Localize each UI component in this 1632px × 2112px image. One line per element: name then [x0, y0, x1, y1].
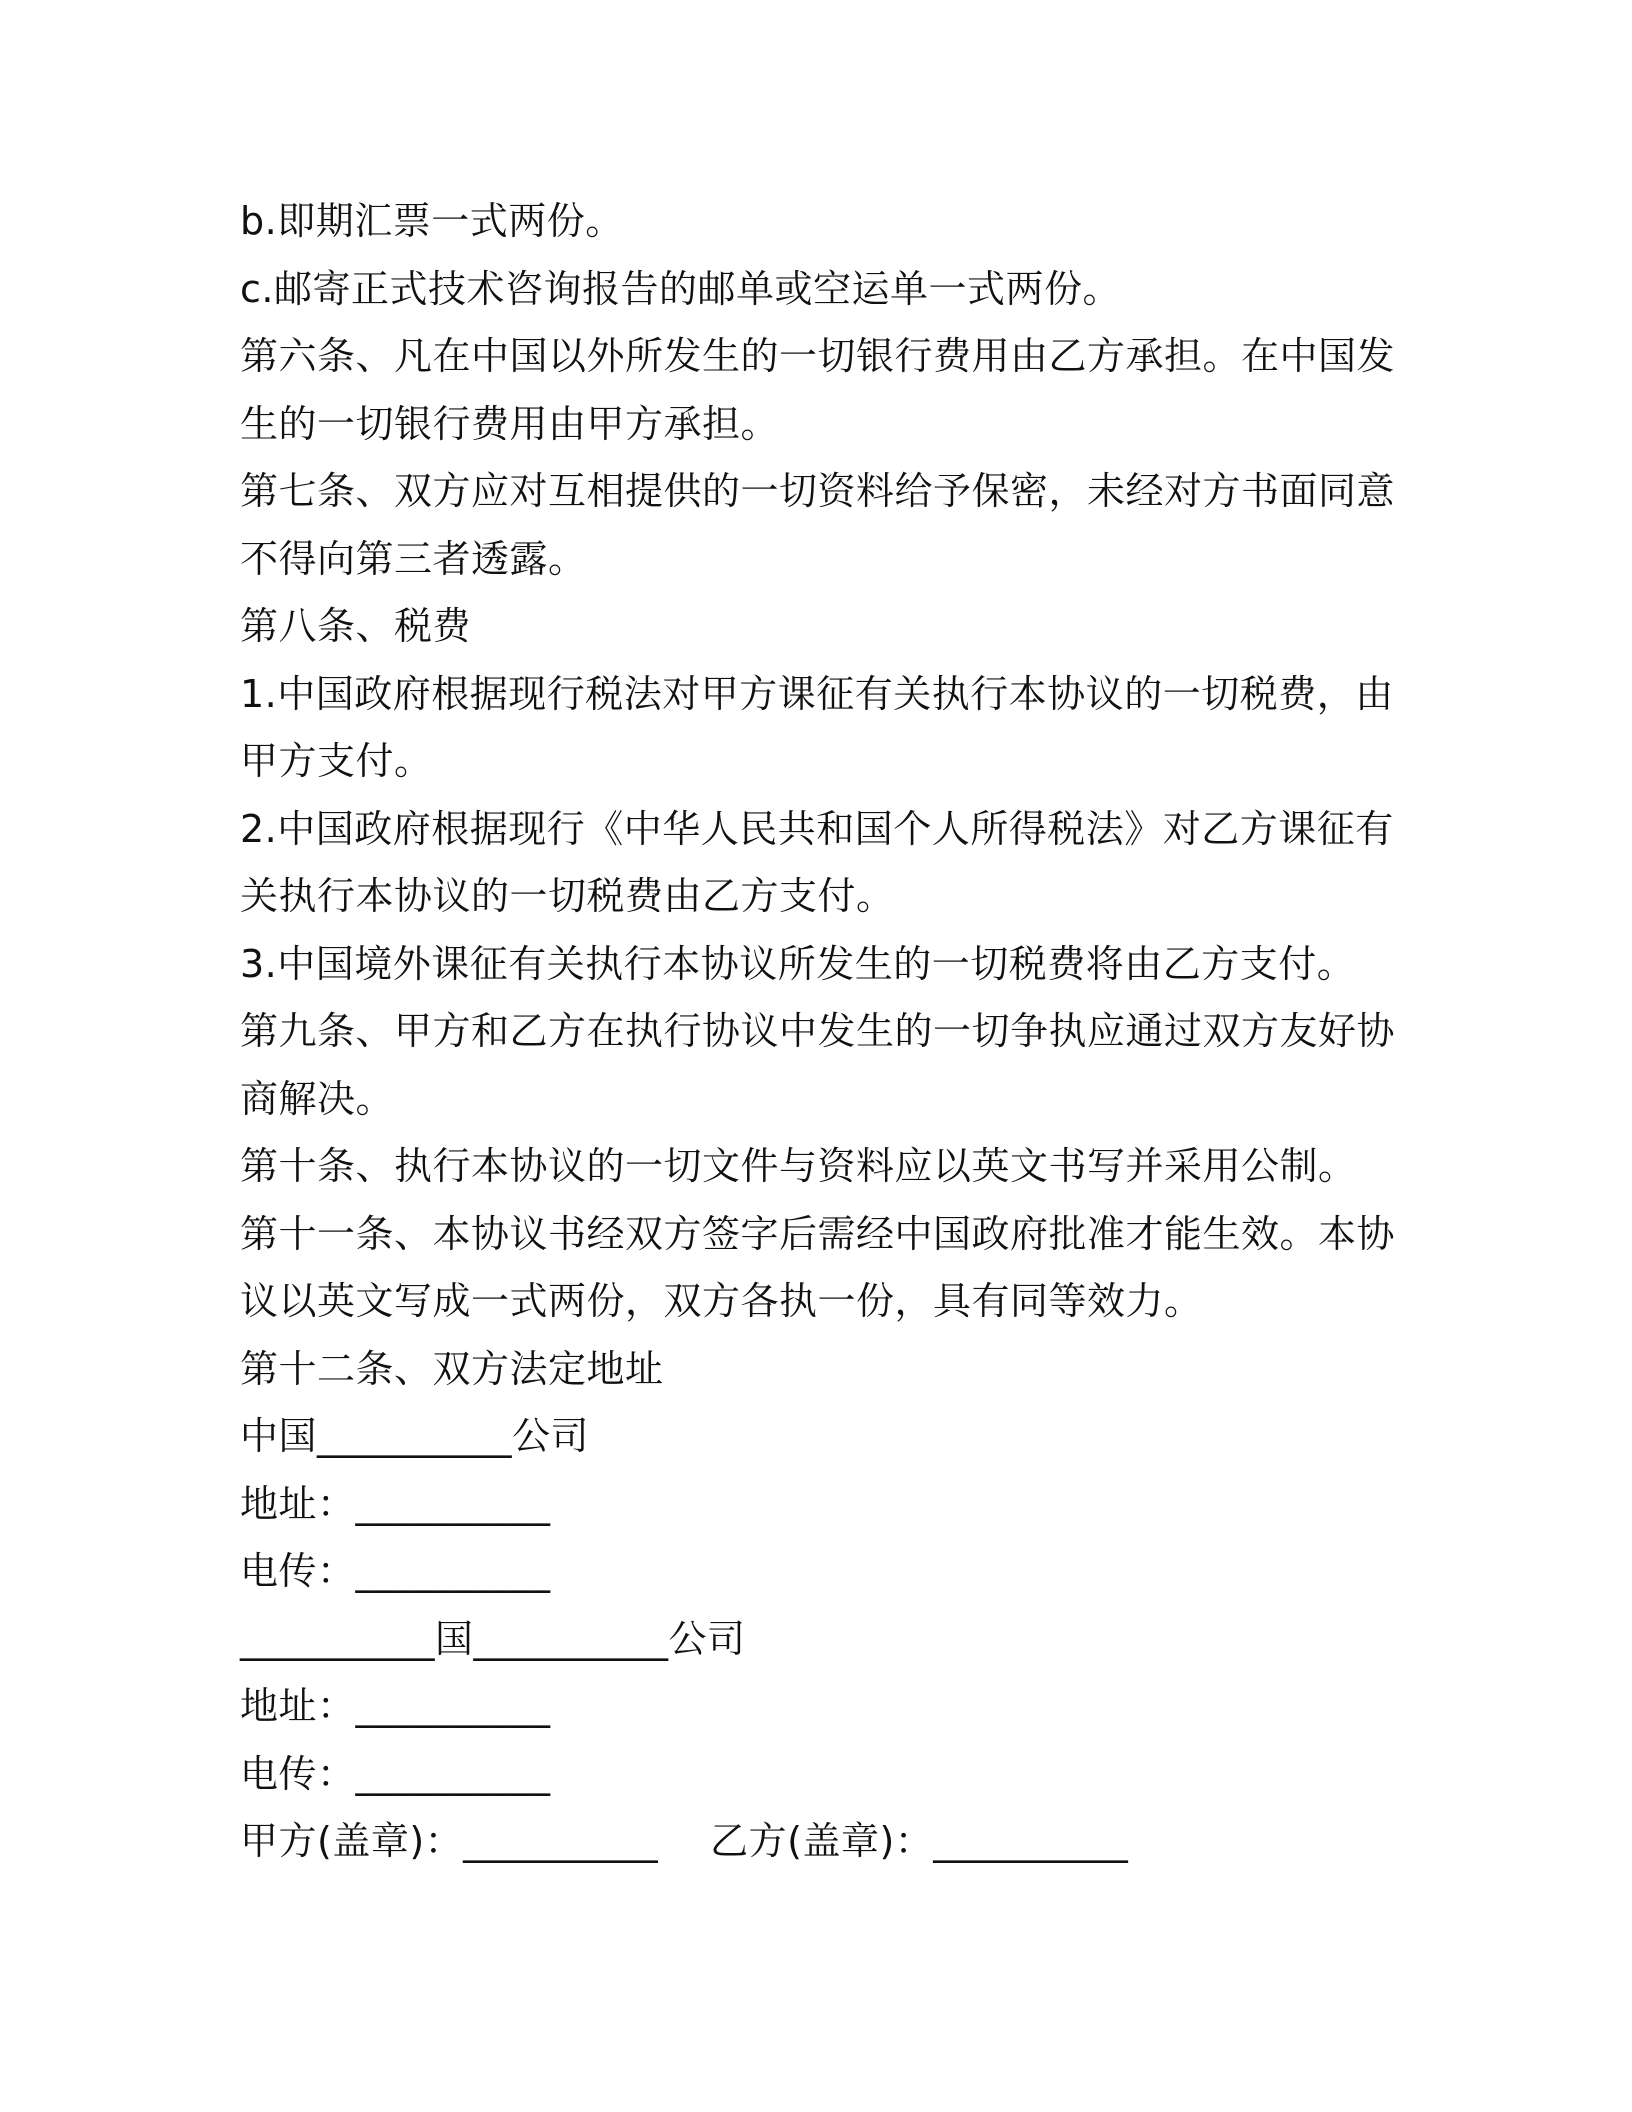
address-field: 地址：__________	[240, 1684, 551, 1728]
party-b-seal-field: 乙方(盖章)：__________	[710, 1819, 1129, 1863]
section-heading: 第十二条、双方法定地址	[240, 1346, 664, 1391]
text-line: 第九条、甲方和乙方在执行协议中发生的一切争执应通过双方友好协	[240, 1009, 1396, 1053]
company-field: 中国__________公司	[240, 1414, 590, 1458]
text-line: 第七条、双方应对互相提供的一切资料给予保密，未经对方书面同意	[240, 469, 1396, 513]
text-line: 1.中国政府根据现行税法对甲方课征有关执行本协议的一切税费，由	[240, 671, 1394, 716]
text-line: 关执行本协议的一切税费由乙方支付。	[240, 874, 895, 918]
text-line: 不得向第三者透露。	[240, 536, 587, 581]
text-line: 生的一切银行费用由甲方承担。	[240, 401, 780, 446]
company-field: __________国__________公司	[240, 1616, 746, 1661]
text-line: 3.中国境外课征有关执行本协议所发生的一切税费将由乙方支付。	[240, 941, 1356, 986]
telex-field: 电传：__________	[240, 1549, 551, 1593]
document-body	[240, 188, 1396, 1876]
signature-row	[240, 1808, 1370, 1876]
text-line: 第十条、执行本协议的一切文件与资料应以英文书写并采用公制。	[240, 1144, 1357, 1188]
text-line: 议以英文写成一式两份，双方各执一份，具有同等效力。	[240, 1279, 1203, 1323]
text-line: 商解决。	[240, 1076, 395, 1121]
text-line: c.邮寄正式技术咨询报告的邮单或空运单一式两份。	[240, 266, 1121, 311]
section-heading: 第八条、税费	[240, 604, 472, 648]
text-line: 2.中国政府根据现行《中华人民共和国个人所得税法》对乙方课征有	[240, 806, 1394, 851]
text-line: 第六条、凡在中国以外所发生的一切银行费用由乙方承担。在中国发	[240, 334, 1396, 378]
text-line: 第十一条、本协议书经双方签字后需经中国政府批准才能生效。本协	[240, 1211, 1396, 1256]
party-a-seal-field: 甲方(盖章)：__________	[240, 1819, 659, 1863]
telex-field: 电传：__________	[240, 1751, 551, 1796]
text-line: b.即期汇票一式两份。	[240, 199, 624, 243]
address-field: 地址：__________	[240, 1481, 551, 1526]
text-line: 甲方支付。	[240, 739, 433, 783]
